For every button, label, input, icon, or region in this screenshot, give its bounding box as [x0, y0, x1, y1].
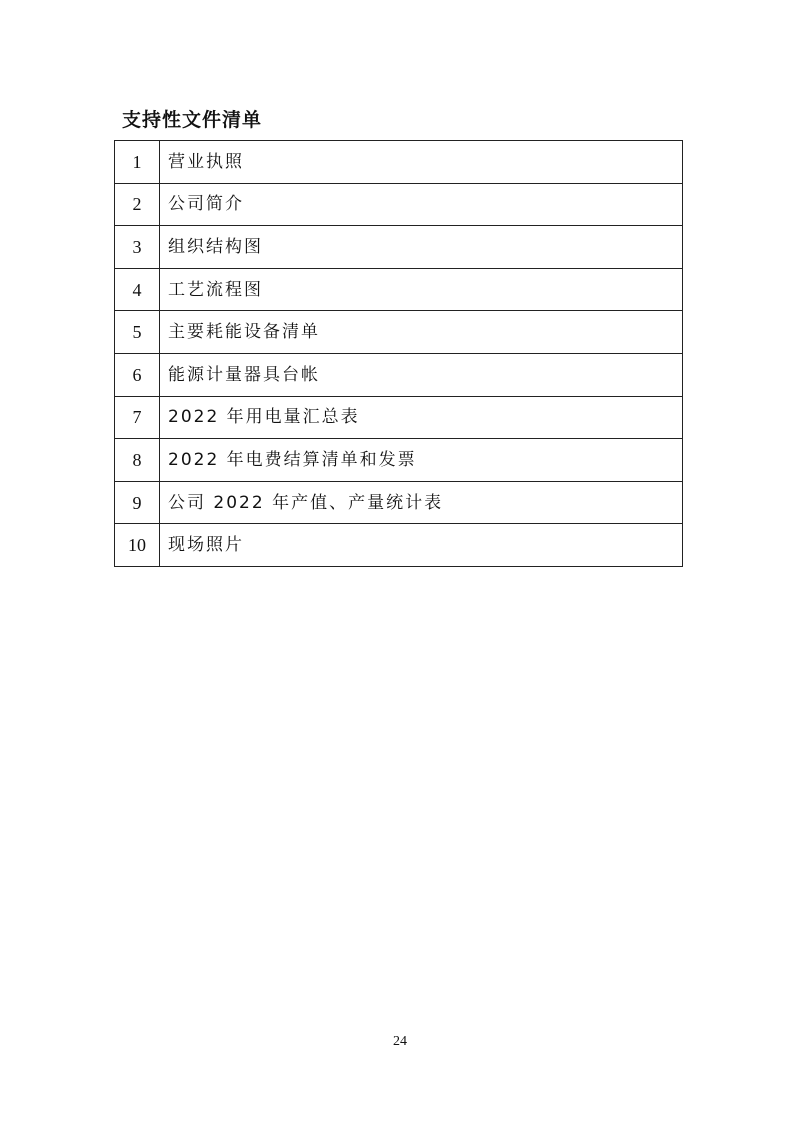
row-number: 9	[115, 481, 160, 524]
row-number: 7	[115, 396, 160, 439]
table-row	[115, 268, 683, 311]
row-number: 6	[115, 353, 160, 396]
row-number: 10	[115, 524, 160, 567]
row-number: 2	[115, 183, 160, 226]
table-row	[115, 439, 683, 482]
table-row	[115, 353, 683, 396]
table-row	[115, 524, 683, 567]
table-row	[115, 311, 683, 354]
row-document-name: 工艺流程图	[160, 268, 683, 311]
document-title: 支持性文件清单	[122, 109, 263, 131]
supporting-documents-table	[114, 140, 683, 567]
row-document-name: 能源计量器具台帐	[160, 353, 683, 396]
table-row	[115, 183, 683, 226]
row-number: 4	[115, 268, 160, 311]
row-document-name: 组织结构图	[160, 226, 683, 269]
row-document-name: 2022 年用电量汇总表	[160, 396, 683, 439]
table-row	[115, 226, 683, 269]
row-number: 3	[115, 226, 160, 269]
table-row	[115, 481, 683, 524]
row-document-name: 现场照片	[160, 524, 683, 567]
table-row	[115, 396, 683, 439]
row-number: 8	[115, 439, 160, 482]
row-document-name: 营业执照	[160, 141, 683, 184]
row-document-name: 公司简介	[160, 183, 683, 226]
page-number: 24	[393, 1034, 407, 1049]
row-document-name: 公司 2022 年产值、产量统计表	[160, 481, 683, 524]
row-document-name: 2022 年电费结算清单和发票	[160, 439, 683, 482]
row-document-name: 主要耗能设备清单	[160, 311, 683, 354]
table-row	[115, 141, 683, 184]
row-number: 5	[115, 311, 160, 354]
row-number: 1	[115, 141, 160, 184]
